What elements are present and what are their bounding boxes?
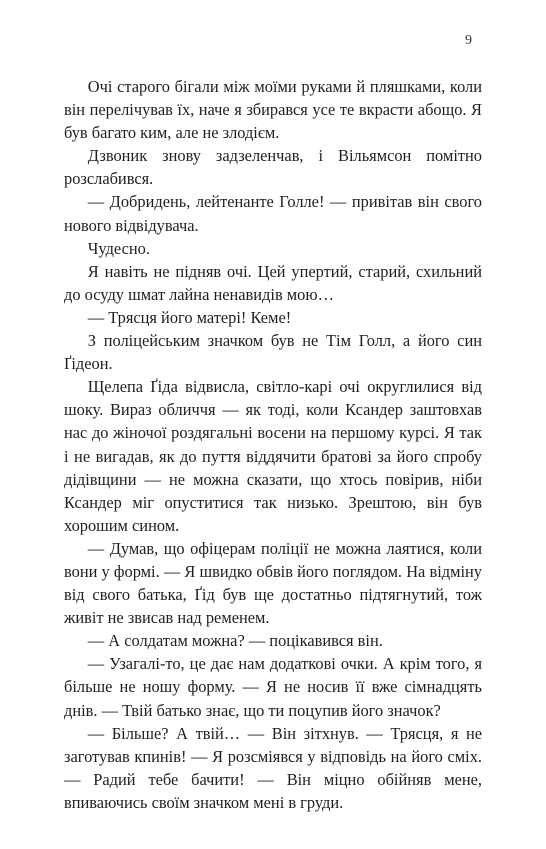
paragraph-4: Чудесно. <box>87 238 150 258</box>
paragraph-12: — Більше? А твій… — Він зітхнув. — Трясця, я не заготував кпинів! — Я розсміявся у відповідь на його сміх. — Радий тебе бачити! — Він міцно обійняв мене, впиваючись своїм значком мені в груди. <box>64 723 482 812</box>
paragraph-10: — А солдатам можна? — поцікавився він. <box>87 631 383 651</box>
paragraph-1: Очі старого бігали між моїми руками й пляшками, коли він перелічував їх, наче я збирався усе те вкрасти абощо. Я був багато ким, але не злодієм. <box>64 77 482 143</box>
paragraph-7: З поліцейським значком був не Тім Голл, а його син Ґідеон. <box>64 331 482 374</box>
paragraph-3: — Добридень, лейтенанте Голле! — привітав він свого нового відвідувача. <box>64 192 482 235</box>
paragraph-5: Я навіть не підняв очі. Цей упертий, старий, схильний до осуду шмат лайна ненавидів мою… <box>64 261 482 304</box>
paragraph-6: — Трясця його матері! Кеме! <box>87 307 292 327</box>
paragraph-9: — Думав, що офіцерам поліції не можна лаятися, коли вони у формі. — Я швидко обвів його поглядом. На відміну від свого батька, Ґід був ще достатньо підтягнутий, тож живіт не звисав над ременем. <box>64 538 482 628</box>
paragraph-11: — Узагалі-то, це дає нам додаткові очки. А крім того, я більше не ношу форму. — Я не носив її вже сімнадцять днів. — Твій батько знає, що ти поцупив його значок? <box>64 654 482 720</box>
text-body <box>64 75 482 814</box>
page-number: 9 <box>465 33 472 48</box>
paragraph-2: Дзвоник знову задзеленчав, і Вільямсон помітно розслабився. <box>64 146 482 189</box>
paragraph-8: Щелепа Ґіда відвисла, світло-карі очі округлилися від шоку. Вираз обличчя — як тоді, коли Ксандер заштовхав нас до жіночої роздягальні восени на першому курсі. Я так і не вигадав, як до пуття віддячити братові за його спробу дідівщини — не можна сказати, що хтось повірив, ніби Ксандер міг опуститися так низько. Зрештою, він був хорошим сином. <box>64 377 482 535</box>
